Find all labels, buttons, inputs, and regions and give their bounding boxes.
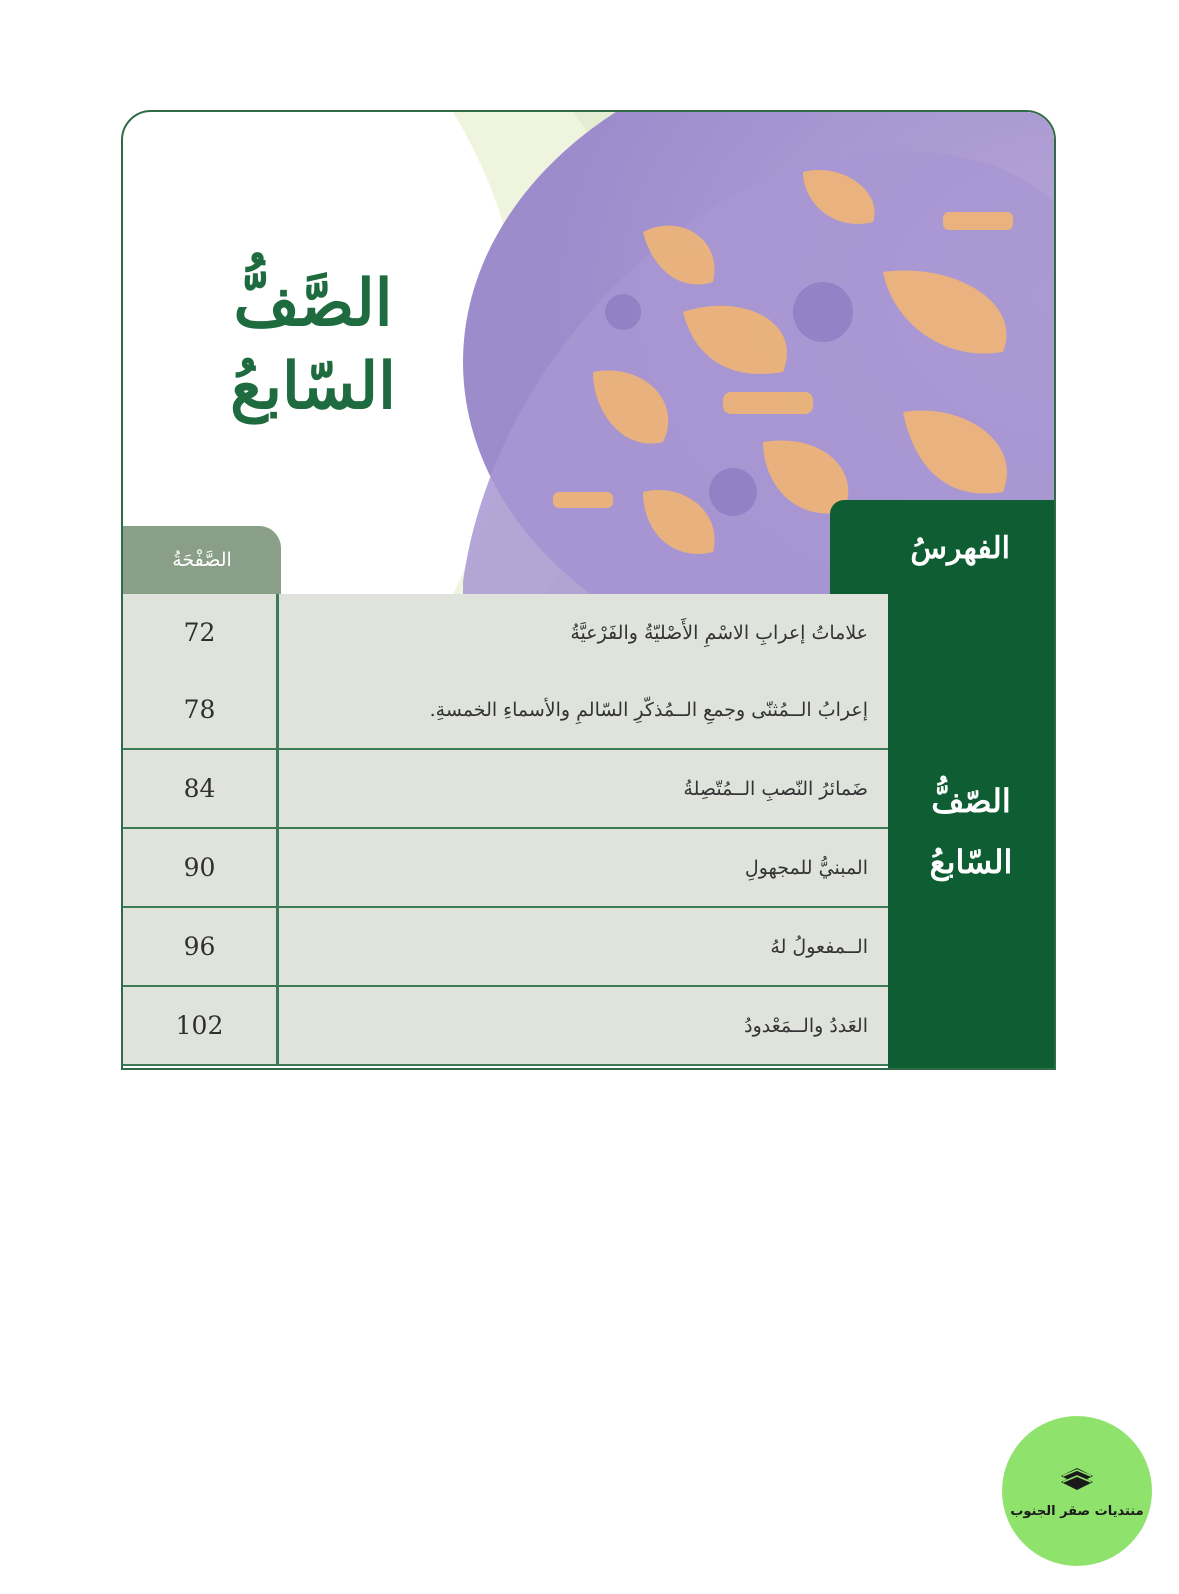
toc-page-number: 90 bbox=[123, 829, 279, 906]
toc-page-number: 78 bbox=[123, 671, 279, 748]
books-icon bbox=[1057, 1464, 1097, 1494]
forum-watermark bbox=[1002, 1416, 1152, 1566]
toc-lesson-title: الــمفعولُ لهُ bbox=[770, 935, 868, 958]
grade-label-line2: السّابعُ bbox=[929, 843, 1013, 881]
toc-lesson-title: علاماتُ إعرابِ الاسْمِ الأَصْليّةُ والفَرْعيَّةُ bbox=[570, 621, 868, 644]
toc-page-number: 102 bbox=[123, 987, 279, 1064]
grade-sidebar bbox=[888, 594, 1054, 1070]
toc-lesson-title: العَددُ والــمَعْدودُ bbox=[744, 1014, 868, 1037]
index-heading: الفهرسُ bbox=[830, 500, 1054, 596]
toc-lesson-title: ضَمائرُ النّصبِ الــمُتّصِلةُ bbox=[683, 777, 868, 800]
toc-page-number: 84 bbox=[123, 750, 279, 827]
index-card bbox=[121, 110, 1056, 1070]
page-column-header: الصَّفْحَةُ bbox=[123, 526, 281, 594]
toc-page-number: 96 bbox=[123, 908, 279, 985]
toc-lesson-title: إعرابُ الــمُثنّى وجمعِ الــمُذكّرِ السّالمِ والأسماءِ الخمسةِ. bbox=[429, 698, 868, 721]
grade-label-line1: الصّفُّ bbox=[931, 782, 1011, 821]
page-title: الصَّفُّ السّابعُ bbox=[230, 266, 396, 425]
table-of-contents bbox=[123, 594, 888, 1070]
toc-row[interactable] bbox=[123, 594, 888, 673]
watermark-label: منتديات صقر الجنوب bbox=[1010, 1503, 1144, 1519]
toc-row[interactable] bbox=[123, 908, 888, 987]
toc-row[interactable] bbox=[123, 671, 888, 750]
toc-page-number: 72 bbox=[123, 594, 279, 671]
toc-lesson-title: المبنيُّ للمجهولِ bbox=[744, 856, 868, 879]
toc-row[interactable] bbox=[123, 750, 888, 829]
toc-row[interactable] bbox=[123, 987, 888, 1066]
toc-row[interactable] bbox=[123, 829, 888, 908]
